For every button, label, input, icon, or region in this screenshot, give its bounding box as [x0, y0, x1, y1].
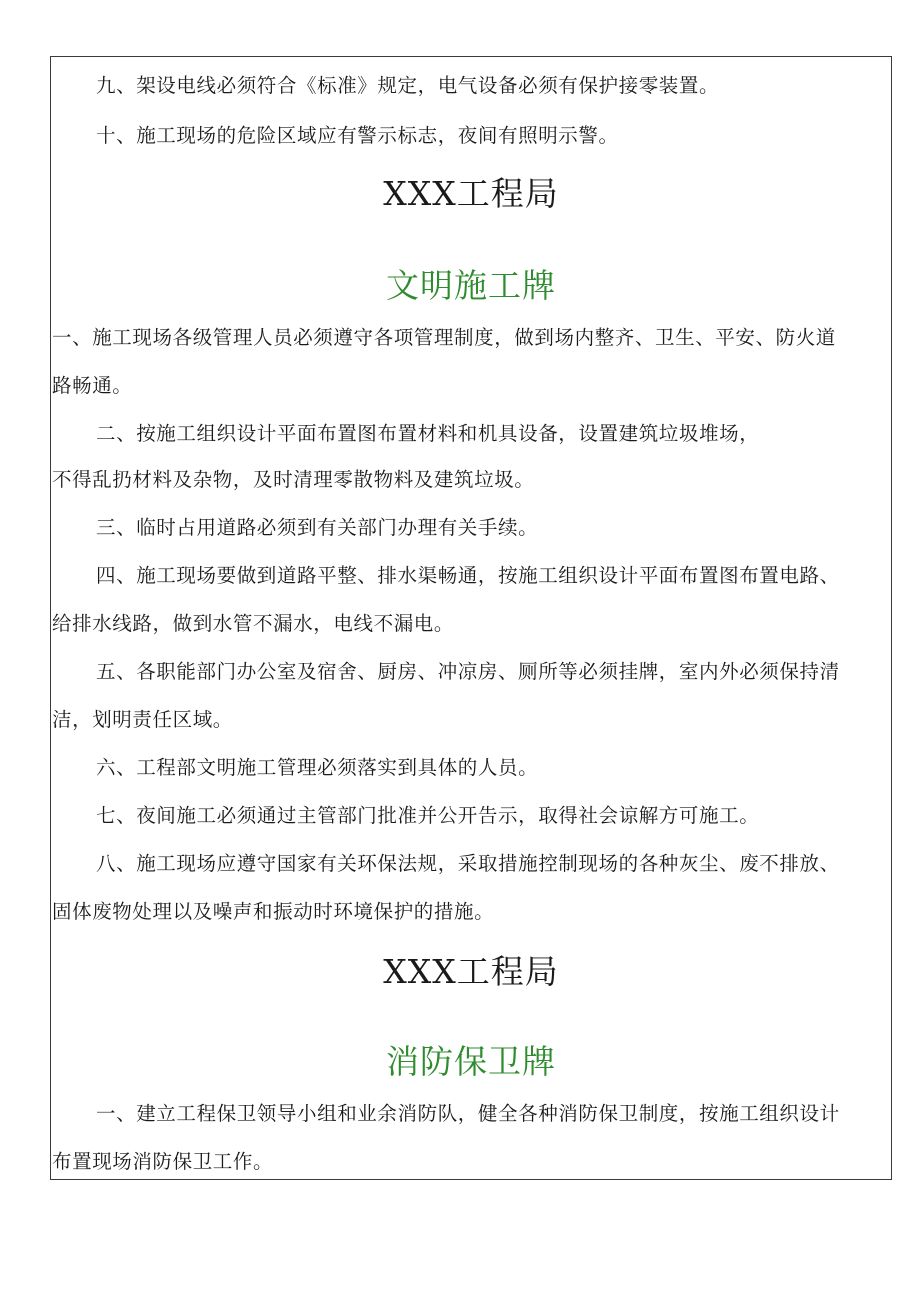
paragraph-line: 三、临时占用道路必须到有关部门办理有关手续。 — [96, 516, 539, 539]
paragraph-line: 一、建立工程保卫领导小组和业余消防队，健全各种消防保卫制度，按施工组织设计 — [96, 1102, 840, 1125]
org-heading: XXX工程局 — [383, 952, 559, 991]
section-title-civilized-construction: 文明施工牌 — [386, 266, 556, 305]
paragraph-line: 给排水线路，做到水管不漏水，电线不漏电。 — [52, 612, 455, 635]
paragraph-line: 二、按施工组织设计平面布置图布置材料和机具设备，设置建筑垃圾堆场， — [96, 422, 760, 445]
paragraph-line: 七、夜间施工必须通过主管部门批准并公开告示，取得社会谅解方可施工。 — [96, 804, 760, 827]
paragraph-line: 固体废物处理以及噪声和振动时环境保护的措施。 — [52, 900, 495, 923]
org-heading: XXX工程局 — [383, 174, 559, 213]
paragraph-10: 十、施工现场的危险区域应有警示标志，夜间有照明示警。 — [96, 124, 619, 147]
section-title-fire-security: 消防保卫牌 — [386, 1042, 556, 1081]
paragraph-9: 九、架设电线必须符合《标准》规定，电气设备必须有保护接零装置。 — [96, 74, 720, 97]
paragraph-line: 八、施工现场应遵守国家有关环保法规，采取措施控制现场的各种灰尘、废不排放、 — [96, 852, 840, 875]
paragraph-line: 四、施工现场要做到道路平整、排水渠畅通，按施工组织设计平面布置图布置电路、 — [96, 564, 840, 587]
paragraph-line: 布置现场消防保卫工作。 — [52, 1150, 274, 1173]
paragraph-line: 路畅通。 — [52, 374, 133, 397]
paragraph-line: 五、各职能部门办公室及宿舍、厨房、冲凉房、厕所等必须挂牌，室内外必须保持清 — [96, 660, 840, 683]
paragraph-line: 一、施工现场各级管理人员必须遵守各项管理制度，做到场内整齐、卫生、平安、防火道 — [52, 326, 836, 349]
paragraph-line: 六、工程部文明施工管理必须落实到具体的人员。 — [96, 756, 539, 779]
paragraph-line: 洁，划明责任区域。 — [52, 708, 233, 731]
paragraph-line: 不得乱扔材料及杂物，及时清理零散物料及建筑垃圾。 — [52, 468, 535, 491]
